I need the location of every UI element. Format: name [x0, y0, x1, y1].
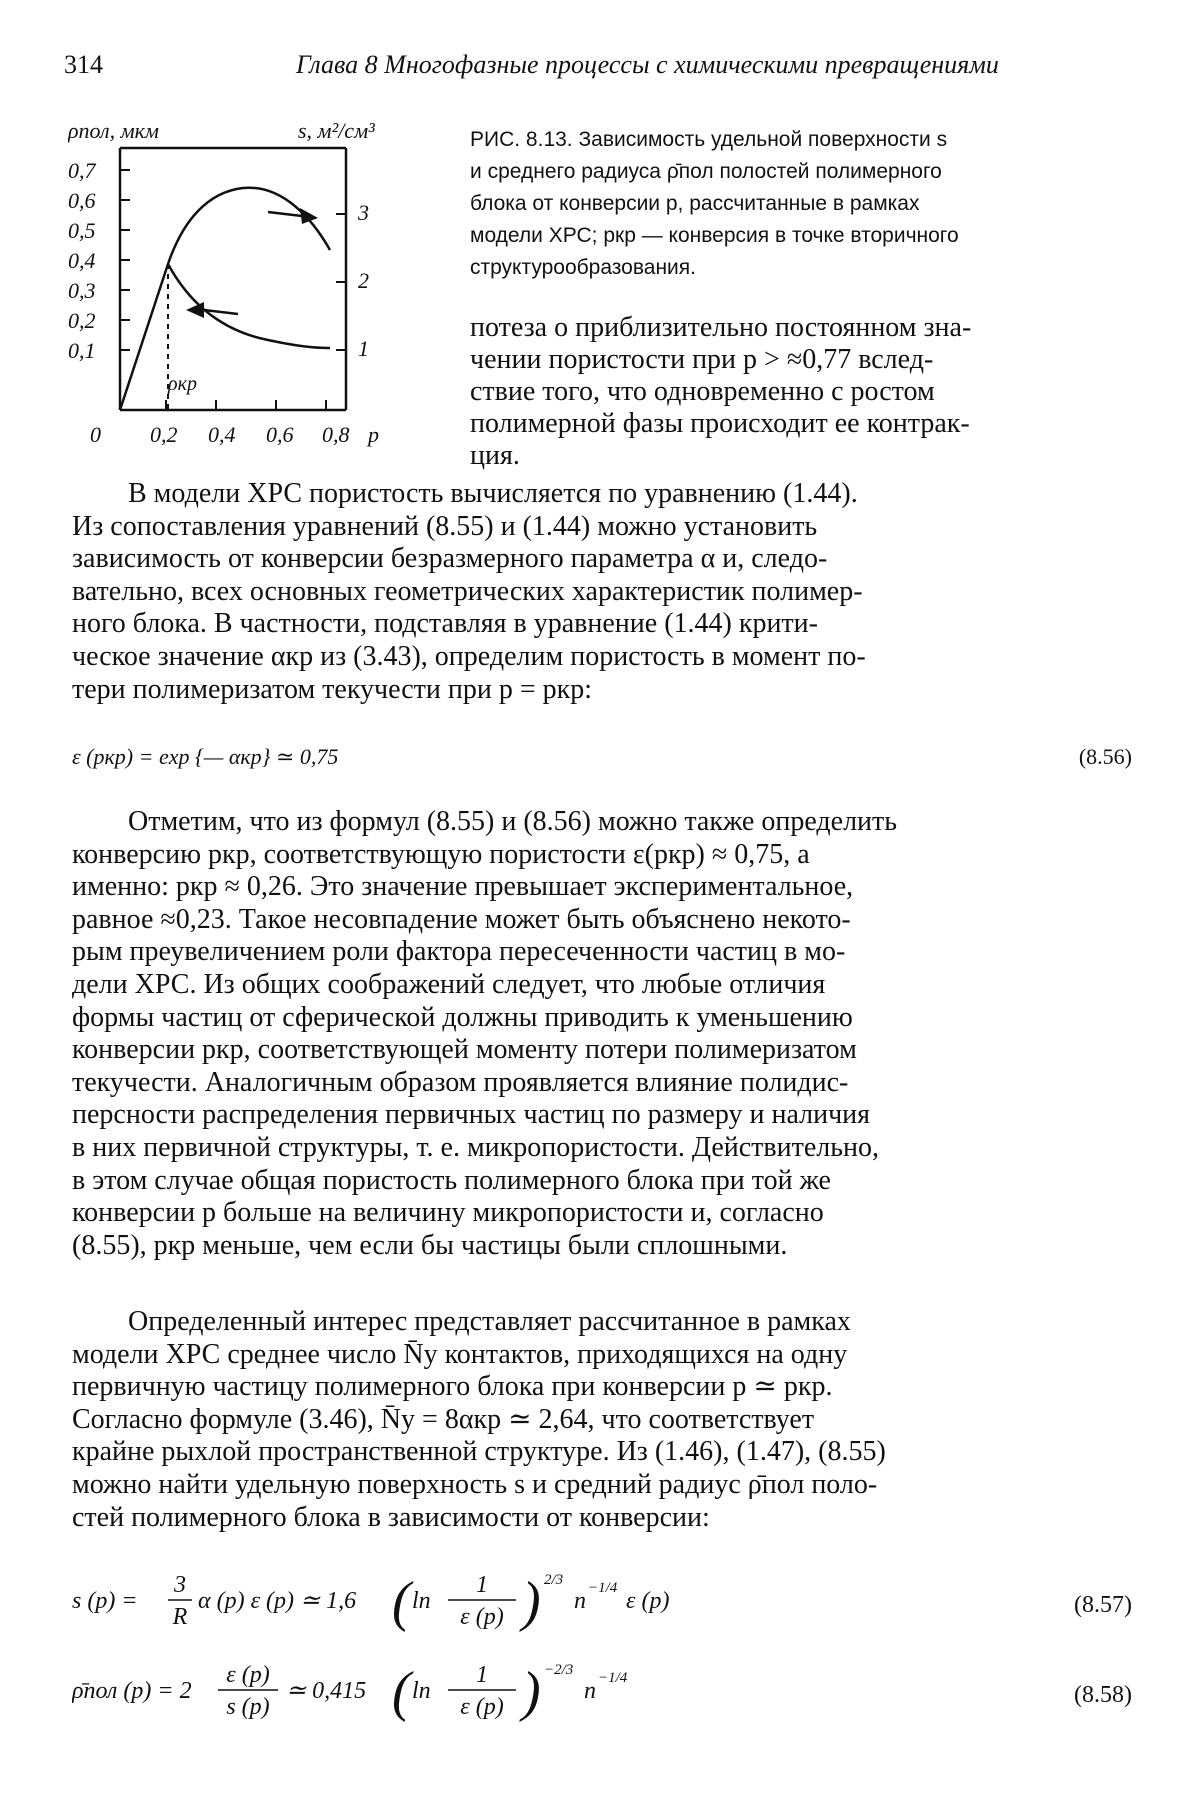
text-line: стей полимерного блока в зависимости от конверсии: — [72, 1501, 710, 1533]
y-right-tick: 2 — [358, 268, 369, 293]
text-line: ческое значение αкр из (3.43), определим пористость в момент по- — [72, 640, 866, 672]
text-line: крайне рыхлой пространственной структуре. Из (1.46), (1.47), (8.55) — [72, 1436, 886, 1468]
eq-exp1: 2/3 — [544, 1572, 564, 1588]
eq-mid: ≃ 0,415 — [286, 1678, 367, 1704]
x-tick: 0,8 — [322, 422, 350, 447]
eq-paren-open: ( — [392, 1661, 411, 1723]
y-left-tick: 0,1 — [68, 338, 96, 363]
eq-paren-close: ) — [522, 1571, 541, 1633]
text-line: Согласно формуле (3.46), N̄у = 8αкр ≃ 2,64, что соответствует — [72, 1403, 815, 1435]
text-line: формы частиц от сферической должны приводить к уменьшению — [72, 1001, 853, 1033]
text-line: ствие того, что одновременно с ростом — [470, 376, 935, 407]
equation-number: (8.57) — [1074, 1592, 1132, 1618]
eq-exp2: −1/4 — [588, 1580, 618, 1596]
y-left-label: ρпол, мкм — [68, 118, 159, 143]
text-line: персности распределения первичных частиц по размеру и наличия — [72, 1099, 871, 1131]
eq-lhs: ρ̄пол (p) = 2 — [72, 1678, 192, 1704]
eq-tail: n — [584, 1678, 596, 1704]
figure-8-13 — [68, 110, 458, 480]
y-right-label: s, м²/см³ — [298, 118, 375, 143]
eq-paren-open: ( — [392, 1571, 411, 1633]
eq-inner-den: ε (p) — [460, 1604, 504, 1630]
x-tick: 0 — [90, 422, 101, 447]
y-right-tick: 1 — [358, 336, 369, 361]
page-header — [64, 50, 1129, 90]
figure-caption — [470, 124, 1130, 284]
figure-graph — [68, 110, 458, 480]
text-line: чении пористости при p > ≈0,77 вслед- — [470, 344, 934, 375]
y-left-tick: 0,2 — [68, 308, 96, 333]
eq-frac-num: 3 — [174, 1572, 186, 1598]
text-line: модели ХРС среднее число N̄у контактов, приходящихся на одну — [72, 1338, 848, 1370]
caption-line: модели ХРС; pкр — конверсия в точке вторичного — [470, 224, 959, 247]
eq-inner-num: 1 — [476, 1662, 488, 1688]
caption-line: РИС. 8.13. Зависимость удельной поверхности s — [470, 128, 948, 151]
y-left-tick: 0,3 — [68, 278, 96, 303]
text-line: дели ХРС. Из общих соображений следует, что любые отличия — [72, 968, 826, 1000]
y-left-tick: 0,7 — [68, 158, 96, 183]
running-title: Глава 8 Многофазные процессы с химическими превращениями — [296, 50, 999, 79]
text-line: конверсию pкр, соответствующую пористости ε(pкр) ≈ 0,75, а — [72, 838, 810, 870]
text-line: в них первичной структуры, т. е. микропористости. Действительно, — [72, 1131, 879, 1163]
text-line: конверсии pкр, соответствующей моменту потери полимеризатом — [72, 1034, 857, 1066]
text-line: в этом случае общая пористость полимерного блока при той же — [72, 1164, 831, 1196]
paragraph-1 — [72, 478, 1132, 706]
eq-lhs: s (p) = — [72, 1588, 138, 1614]
pkr-annotation: ρкр — [168, 373, 197, 395]
eq-paren-close: ) — [522, 1661, 541, 1723]
text-line: зависимость от конверсии безразмерного параметра α и, следо- — [72, 543, 828, 575]
text-line: первичную частицу полимерного блока при конверсии p ≃ pкр. — [72, 1371, 833, 1403]
text-line: конверсии p больше на величину микропористости и, согласно — [72, 1197, 824, 1229]
eq-end: ε (p) — [626, 1588, 670, 1614]
text-line: Определенный интерес представляет рассчитанное в рамках — [128, 1306, 851, 1337]
eq-ln: ln — [412, 1588, 431, 1614]
text-line: можно найти удельную поверхность s и средний радиус ρ̄пол поло- — [72, 1468, 878, 1500]
eq-exp2: −1/4 — [598, 1670, 628, 1686]
x-tick: 0,6 — [266, 422, 294, 447]
text-line: вательно, всех основных геометрических характеристик полимер- — [72, 575, 863, 607]
radius-curve — [168, 264, 330, 348]
text-line: тери полимеризатом текучести при p = pкр: — [72, 673, 593, 705]
y-left-tick: 0,5 — [68, 218, 96, 243]
equation-graphic — [72, 1562, 892, 1646]
text-line: В модели ХРС пористость вычисляется по уравнению (1.44). — [128, 478, 858, 509]
text-line: равное ≈0,23. Такое несовпадение может быть объяснено некото- — [72, 903, 851, 935]
text-line: Отметим, что из формул (8.55) и (8.56) можно также определить — [128, 806, 898, 837]
rising-line — [120, 264, 168, 410]
equation-text: ε (pкр) = exp {— αкр} ≃ 0,75 — [72, 744, 339, 769]
equation-graphic — [72, 1652, 892, 1736]
y-right-tick: 3 — [358, 200, 369, 225]
caption-line: блока от конверсии p, рассчитанные в рамках — [470, 192, 920, 215]
y-left-tick: 0,4 — [68, 248, 96, 273]
text-line: именно: pкр ≈ 0,26. Это значение превышает экспериментальное, — [72, 871, 854, 903]
eq-mid: α (p) ε (p) ≃ 1,6 — [198, 1588, 357, 1614]
caption-line: структурообразования. — [470, 256, 696, 279]
equation-number: (8.58) — [1074, 1682, 1132, 1708]
eq-ln: ln — [412, 1678, 431, 1704]
x-label: p — [368, 422, 379, 447]
caption-line: и среднего радиуса ρ̄пол полостей полимерного — [470, 160, 942, 183]
text-line: потеза о приблизительно постоянном зна- — [470, 312, 972, 343]
text-line: текучести. Аналогичным образом проявляется влияние полидис- — [72, 1066, 849, 1098]
x-tick: 0,2 — [150, 422, 178, 447]
text-line: Из сопоставления уравнений (8.55) и (1.44) можно установить — [72, 510, 818, 542]
wrapped-text — [470, 312, 1130, 472]
eq-exp1: −2/3 — [544, 1662, 574, 1678]
equation-8-56 — [72, 744, 1132, 770]
y-left-tick: 0,6 — [68, 188, 96, 213]
text-line: (8.55), pкр меньше, чем если бы частицы были сплошными. — [72, 1229, 788, 1261]
equation-number: (8.56) — [1078, 744, 1132, 769]
page-number: 314 — [64, 50, 103, 79]
eq-inner-num: 1 — [476, 1572, 488, 1598]
arrow-left-icon — [186, 302, 204, 318]
eq-frac-num: ε (p) — [226, 1662, 270, 1688]
text-line: рым преувеличением роли фактора пересеченности частиц в мо- — [72, 936, 846, 968]
eq-tail: n — [574, 1588, 586, 1614]
surface-curve — [168, 188, 330, 264]
x-tick: 0,4 — [208, 422, 236, 447]
text-line: ция. — [470, 440, 520, 471]
eq-frac-den: R — [172, 1604, 188, 1630]
text-line: ного блока. В частности, подставляя в уравнение (1.44) крити- — [72, 608, 818, 640]
paragraph-2 — [72, 806, 1132, 1262]
eq-frac-den: s (p) — [226, 1694, 270, 1720]
text-line: полимерной фазы происходит ее контрак- — [470, 408, 970, 439]
paragraph-3 — [72, 1306, 1132, 1534]
eq-inner-den: ε (p) — [460, 1694, 504, 1720]
